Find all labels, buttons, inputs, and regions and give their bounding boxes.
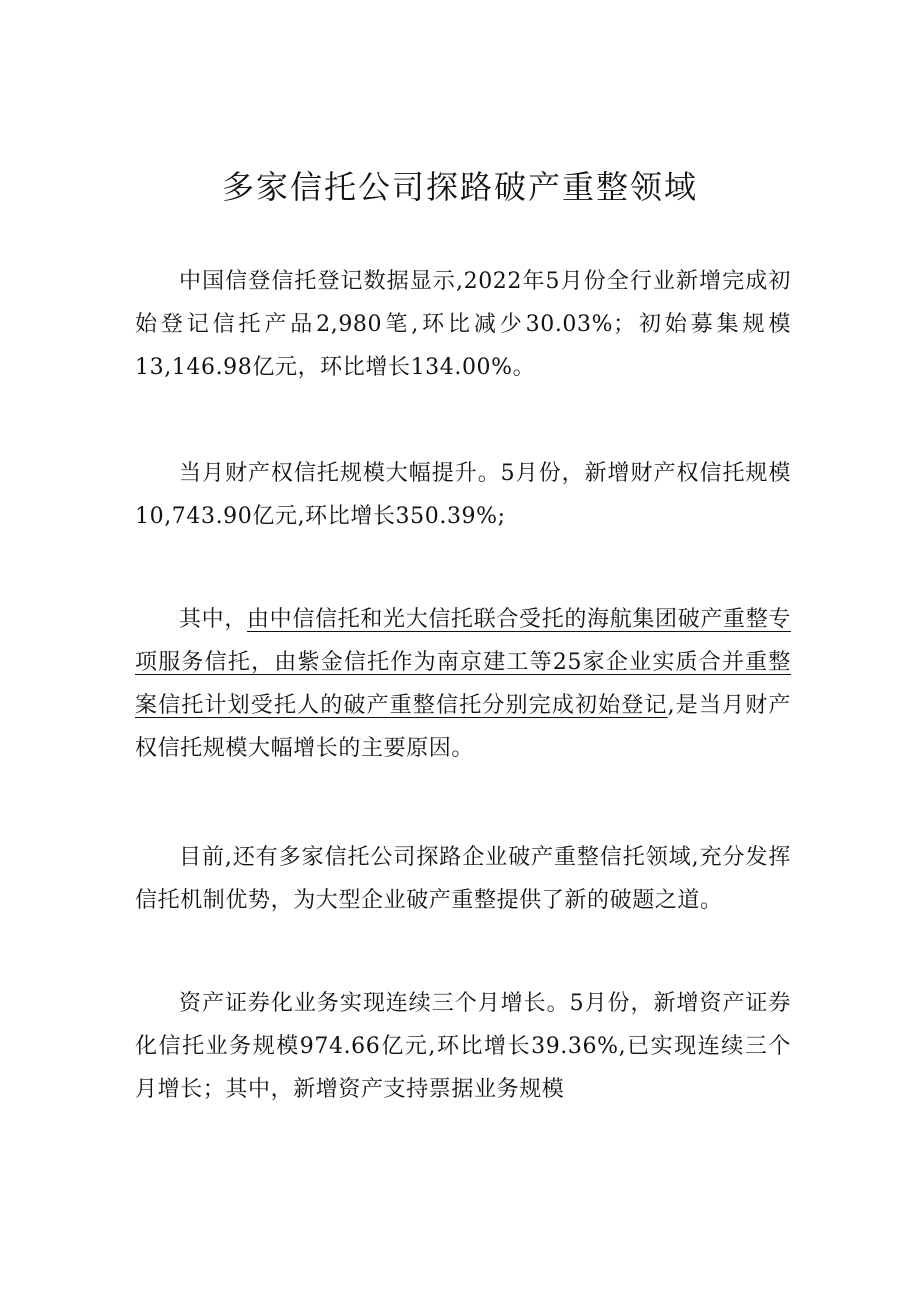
paragraph-securitization: 资产证券化业务实现连续三个月增长。5月份，新增资产证券化信托业务规模974.66亿元,环比增长39.36%,已实现连续三个月增长；其中，新增资产支持票据业务规模: [135, 991, 791, 1102]
underlined-text: 由中信信托和光大信托联合受托的海航集团破产重整专项服务信托，由紫金信托作为南京建工等25家企业实质合并重整案信托计划受托人的破产重整信托分别完成初始登记: [135, 607, 791, 718]
paragraph-property-trust: 当月财产权信托规模大幅提升。5月份，新增财产权信托规模10,743.90亿元,环比增长350.39%;: [135, 461, 791, 529]
document-title: 多家信托公司探路破产重整领域: [221, 168, 698, 206]
paragraph-current-status: 目前,还有多家信托公司探路企业破产重整信托领域,充分发挥信托机制优势，为大型企业破产重整提供了新的破题之道。: [135, 845, 791, 913]
paragraph-tail-text: ,是当月财产权信托规模大幅增长的主要原因。: [135, 693, 792, 761]
paragraph-registration-data: 中国信登信托登记数据显示,2022年5月份全行业新增完成初始登记信托产品2,980笔,环比减少30.03%；初始募集规模13,146.98亿元，环比增长134.00%。: [135, 269, 791, 380]
paragraph-lead-text: 其中，: [179, 607, 248, 632]
paragraph-bankruptcy-trust: [135, 598, 791, 770]
